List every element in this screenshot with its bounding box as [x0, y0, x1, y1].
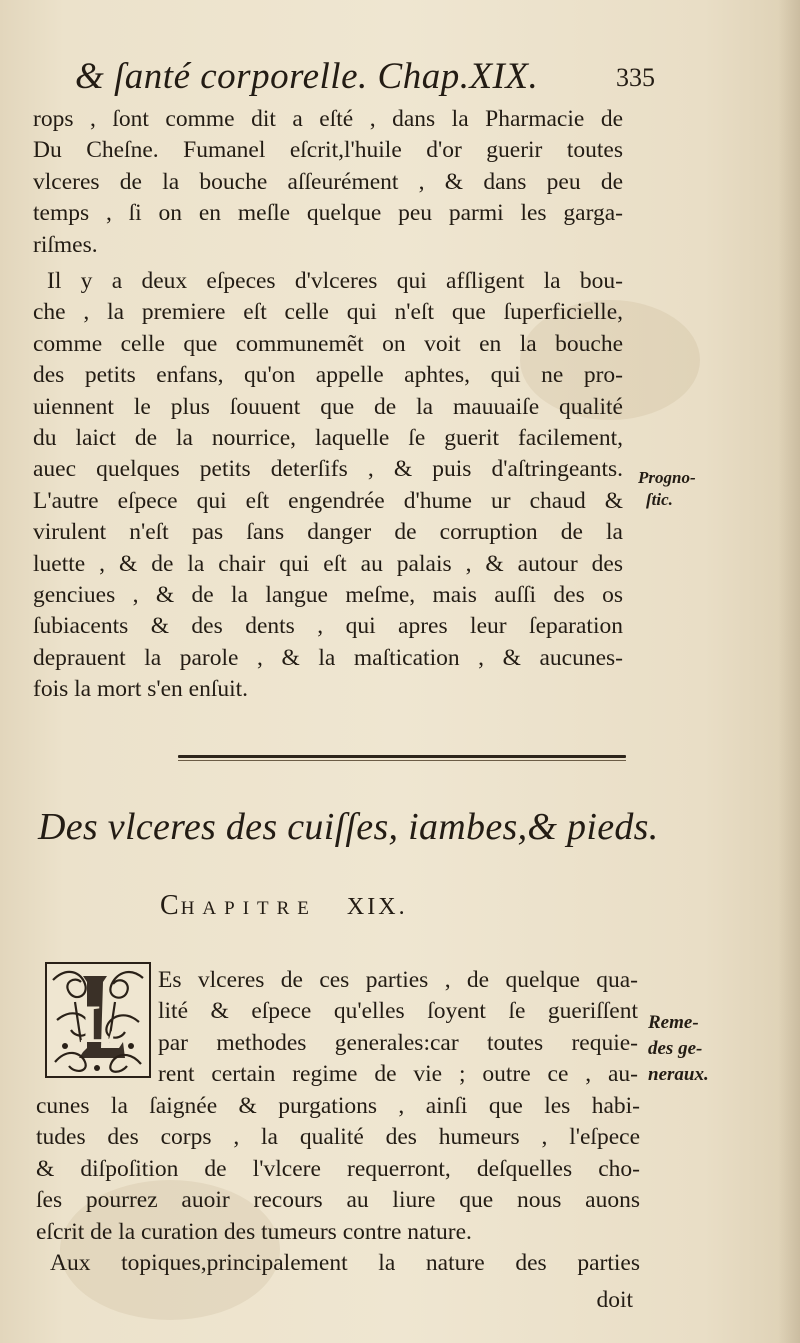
text-line: Il y a deux eſpeces d'vlceres qui afſligent la bou-	[47, 268, 623, 294]
decorated-initial-letter	[45, 962, 151, 1078]
text-line: lité & eſpece qu'elles ſoyent ſe gueriſſent	[158, 998, 638, 1025]
margin-note-prognostic	[638, 467, 696, 511]
margin-note-line: des ge-	[648, 1038, 703, 1059]
chapter-heading	[160, 890, 408, 922]
running-header-title: & ſanté corporelle. Chap.XIX.	[75, 56, 539, 97]
running-header	[75, 55, 665, 105]
text-line: vlceres de la bouche aſſeurément , & dans peu de	[33, 168, 623, 195]
chapter-heading-initial: C	[160, 890, 181, 921]
paragraph-2	[33, 266, 623, 705]
text-line: Es vlceres de ces parties , de quelque qua-	[158, 967, 638, 993]
section-divider-thin	[178, 760, 626, 761]
text-line: tudes des corps , la qualité des humeurs , l'eſpece	[36, 1124, 640, 1151]
text-line: deprauent la parole , & la maſtication , & aucunes-	[33, 644, 623, 671]
text-line: ſes pourrez auoir recours au liure que nous auons	[36, 1187, 640, 1214]
text-line: riſmes.	[33, 231, 98, 258]
paragraph-3-full	[36, 1091, 640, 1279]
page-number: 335	[616, 63, 655, 92]
text-line: Aux topiques,principalement la nature des parties	[50, 1249, 640, 1276]
page-edge-shadow	[778, 0, 800, 1343]
text-line: auec quelques petits deterſifs , & puis d'aſtringeants.	[33, 456, 623, 483]
margin-note-remedies	[648, 1010, 709, 1088]
text-line: cunes la ſaignée & purgations , ainſi que les habi-	[36, 1093, 640, 1119]
section-title: Des vlceres des cuiſſes, iambes,& pieds.	[38, 806, 659, 848]
text-line: L'autre eſpece qui eſt engendrée d'hume ur chaud &	[33, 487, 623, 514]
text-line: des petits enfans, qu'on appelle aphtes, qui ne pro-	[33, 362, 623, 389]
text-line: rops , ſont comme dit a eſté , dans la Pharmacie de	[33, 106, 623, 132]
chapter-heading-word: HAPITRE	[180, 898, 317, 919]
text-line: comme celle que communemẽt on voit en la bouche	[33, 330, 623, 357]
margin-note-line: Progno-	[638, 468, 696, 487]
ornament-illustration	[45, 962, 151, 1078]
section-divider	[178, 755, 626, 758]
catchword: doit	[596, 1287, 633, 1313]
paragraph-3-indented	[158, 965, 638, 1091]
text-line: par methodes generales:car toutes requie-	[158, 1029, 638, 1056]
text-line: genciues , & de la langue meſme, mais auſſi des os	[33, 581, 623, 608]
text-line: temps , ſi on en meſle quelque peu parmi les garga-	[33, 200, 623, 227]
margin-note-line: neraux.	[648, 1064, 709, 1085]
text-line: du laict de la nourrice, laquelle ſe guerit facilement,	[33, 424, 623, 451]
text-line: uiennent le plus ſouuent que de la mauuaiſe qualité	[33, 393, 623, 420]
chapter-number: XIX.	[346, 894, 408, 920]
dropcap-letter: L	[79, 994, 117, 1054]
text-line: fois la mort s'en enſuit.	[33, 676, 249, 703]
text-line: che , la premiere eſt celle qui n'eſt que ſuperficielle,	[33, 299, 623, 326]
text-line: eſcrit de la curation des tumeurs contre nature.	[36, 1218, 472, 1245]
text-line: Du Cheſne. Fumanel eſcrit,l'huile d'or guerir toutes	[33, 137, 623, 164]
text-line: virulent n'eſt pas ſans danger de corruption de la	[33, 519, 623, 546]
text-line: & diſpoſition de l'vlcere requerront, deſquelles cho-	[36, 1155, 640, 1182]
margin-note-line: Reme-	[648, 1012, 699, 1033]
text-line: luette , & de la chair qui eſt au palais , & autour des	[33, 550, 623, 577]
text-line: ſubiacents & des dents , qui apres leur ſeparation	[33, 613, 623, 640]
text-line: rent certain regime de vie ; outre ce , au-	[158, 1061, 638, 1088]
paragraph-1	[33, 104, 623, 261]
margin-note-line: ſtic.	[646, 490, 673, 509]
